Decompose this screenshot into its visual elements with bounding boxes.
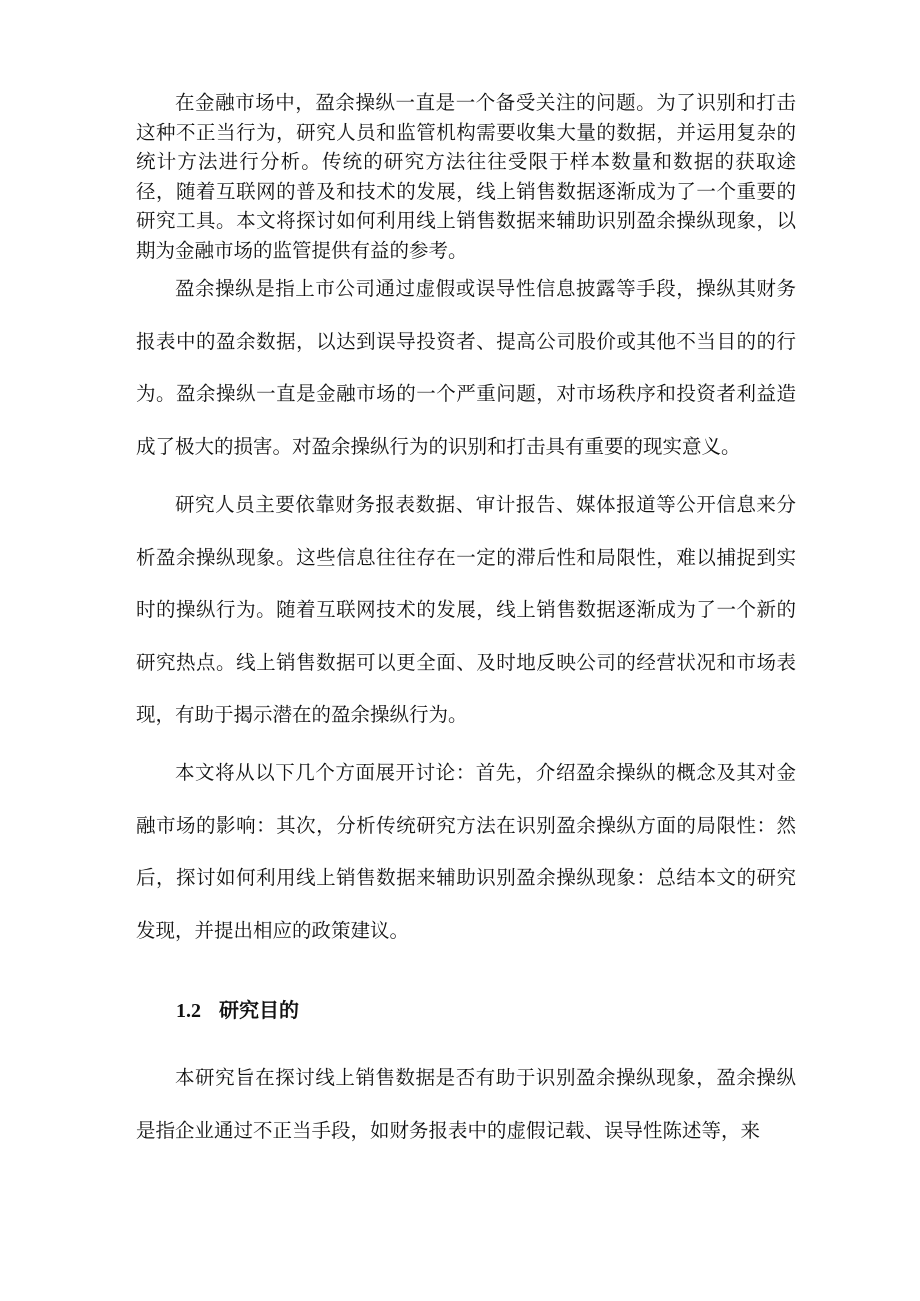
section-number: 1.2	[176, 1000, 201, 1022]
section-paragraph: 本研究旨在探讨线上销售数据是否有助于识别盈余操纵现象，盈余操纵是指企业通过不正当手段，如财务报表中的虚假记载、误导性陈述等，来	[136, 1066, 796, 1142]
intro-paragraph: 在金融市场中，盈余操纵一直是一个备受关注的问题。为了识别和打击这种不正当行为，研究人员和监管机构需要收集大量的数据，并运用复杂的统计方法进行分析。传统的研究方法往往受限于样本数量和数据的获取途径，随着互联网的普及和技术的发展，线上销售数据逐渐成为了一个重要的研究工具。本文将探讨如何利用线上销售数据来辅助识别盈余操纵现象，以期为金融市场的监管提供有益的参考。	[136, 91, 796, 262]
outline-paragraph: 本文将从以下几个方面展开讨论：首先，介绍盈余操纵的概念及其对金融市场的影响：其次，分析传统研究方法在识别盈余操纵方面的局限性：然后，探讨如何利用线上销售数据来辅助识别盈余操纵现象：总结本文的研究发现，并提出相应的政策建议。	[136, 761, 796, 942]
section-heading	[176, 995, 299, 1026]
definition-paragraph: 盈余操纵是指上市公司通过虚假或误导性信息披露等手段，操纵其财务报表中的盈余数据，以达到误导投资者、提高公司股价或其他不当目的的行为。盈余操纵一直是金融市场的一个严重问题，对市场秩序和投资者利益造成了极大的损害。对盈余操纵行为的识别和打击具有重要的现实意义。	[136, 277, 796, 458]
research-methods-paragraph: 研究人员主要依靠财务报表数据、审计报告、媒体报道等公开信息来分析盈余操纵现象。这些信息往往存在一定的滞后性和局限性，难以捕捉到实时的操纵行为。随着互联网技术的发展，线上销售数据逐渐成为了一个新的研究热点。线上销售数据可以更全面、及时地反映公司的经营状况和市场表现，有助于揭示潜在的盈余操纵行为。	[136, 493, 796, 726]
section-title: 研究目的	[219, 998, 299, 1022]
